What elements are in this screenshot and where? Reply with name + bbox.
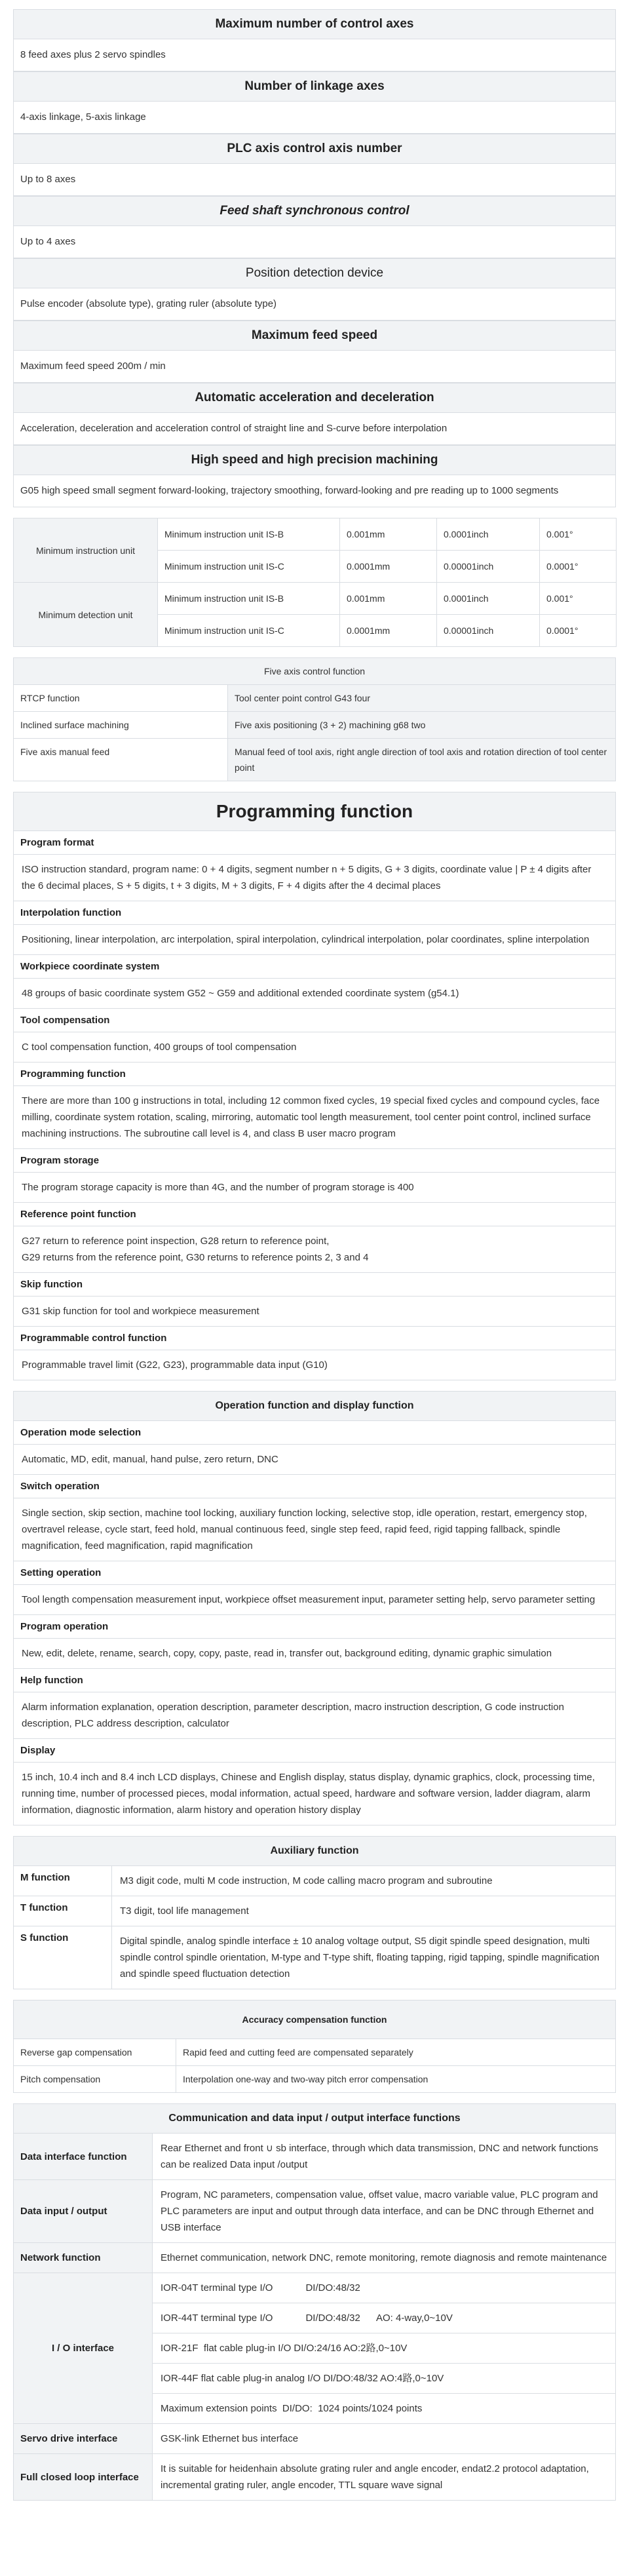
table-row (14, 518, 617, 551)
table-row (14, 1226, 616, 1273)
io-row: Maximum extension points DI/DO: 1024 points/1024 points (153, 2394, 616, 2424)
row-label: Data input / output (14, 2180, 153, 2243)
table-row (14, 1561, 616, 1585)
table-row (14, 2134, 616, 2180)
table-row (14, 831, 616, 855)
row-label: Inclined surface machining (14, 712, 228, 739)
row-value: Rapid feed and cutting feed are compensated separately (176, 2039, 616, 2066)
five-axis-table (13, 657, 616, 781)
row-label: T function (14, 1896, 112, 1926)
item-text: Programmable travel limit (G22, G23), programmable data input (G10) (22, 1359, 328, 1371)
item-label: Tool compensation (14, 1009, 616, 1032)
section-title: PLC axis control axis number (14, 134, 616, 164)
row-label: Servo drive interface (14, 2424, 153, 2454)
unit-cell: 0.0001inch (437, 518, 540, 551)
table-row (14, 1032, 616, 1063)
item-label: Program operation (14, 1615, 616, 1639)
table-row (14, 1445, 616, 1475)
row-value: GSK-link Ethernet bus interface (153, 2424, 616, 2454)
row-value: Interpolation one-way and two-way pitch error compensation (176, 2066, 616, 2093)
table-row (14, 739, 616, 781)
table-row (14, 955, 616, 979)
row-value: Digital spindle, analog spindle interface ± 10 analog voltage output, S5 digit spindle speed designation, multi spindle control spindle orientation, M-type and T-type shift, floating tapping, rigid tapping, spindle magnification and spindle speed fluctuation detection (112, 1926, 616, 1989)
unit-cell: Minimum instruction unit IS-C (158, 615, 340, 647)
communication-title: Communication and data input / output interface functions (14, 2104, 616, 2134)
table-row (14, 1615, 616, 1639)
unit-cell: Minimum instruction unit IS-B (158, 583, 340, 615)
table-row (14, 1327, 616, 1350)
table-row (14, 1086, 616, 1149)
item-text: Automatic, MD, edit, manual, hand pulse, zero return, DNC (22, 1454, 278, 1465)
section-text: 8 feed axes plus 2 servo spindles (14, 39, 616, 71)
unit-cell: 0.0001° (540, 551, 617, 583)
section-title: High speed and high precision machining (14, 446, 616, 475)
unit-cell: 0.001mm (340, 583, 437, 615)
table-row (14, 1498, 616, 1561)
table-row (14, 685, 616, 712)
table-row (14, 1639, 616, 1669)
row-value: Program, NC parameters, compensation value, offset value, macro variable value, PLC program and PLC parameters are input and output through data interface, and can be DNC through Ethernet and USB interface (153, 2180, 616, 2243)
item-text: New, edit, delete, rename, search, copy, copy, paste, read in, transfer out, background editing, dynamic graphic simulation (22, 1648, 552, 1659)
table-row (14, 2454, 616, 2501)
table-row (14, 901, 616, 925)
row-value: M3 digit code, multi M code instruction, M code calling macro program and subroutine (112, 1866, 616, 1896)
row-label: M function (14, 1866, 112, 1896)
item-label: Program format (14, 831, 616, 855)
section-title: Maximum number of control axes (14, 10, 616, 39)
table-row (14, 979, 616, 1009)
item-text: G29 returns from the reference point, G30 returns to reference points 2, 3 and 4 (22, 1252, 369, 1263)
section-text: 4-axis linkage, 5-axis linkage (14, 102, 616, 134)
item-text: Positioning, linear interpolation, arc interpolation, spiral interpolation, cylindrical interpolation, polar coordinates, spline interpolation (22, 934, 590, 945)
section-title: Maximum feed speed (14, 321, 616, 351)
operation-title: Operation function and display function (14, 1392, 616, 1421)
section-text: Pulse encoder (absolute type), grating ruler (absolute type) (14, 288, 616, 321)
item-label: Display (14, 1739, 616, 1763)
row-label: Network function (14, 2243, 153, 2273)
table-row (14, 2066, 616, 2093)
row-label: RTCP function (14, 685, 228, 712)
row-label: Reverse gap compensation (14, 2039, 176, 2066)
unit-cell: Minimum instruction unit IS-C (158, 551, 340, 583)
spec-section (13, 134, 616, 196)
io-row: IOR-21F flat cable plug-in I/O DI/O:24/16 AO:2路,0~10V (153, 2333, 616, 2364)
table-row (14, 1866, 616, 1896)
item-text: Alarm information explanation, operation description, parameter description, macro instruction description, G code instruction description, PLC address description, calculator (22, 1702, 564, 1729)
unit-cell: 0.001° (540, 518, 617, 551)
item-text: 48 groups of basic coordinate system G52 ~ G59 and additional extended coordinate system (g54.1) (22, 988, 459, 999)
io-interface-label: I / O interface (14, 2273, 153, 2424)
section-text: G05 high speed small segment forward-looking, trajectory smoothing, forward-looking and pre reading up to 1000 segments (14, 475, 616, 507)
table-row (14, 1692, 616, 1739)
table-row (14, 2180, 616, 2243)
table-row (14, 2243, 616, 2273)
table-row (14, 1203, 616, 1226)
item-text: G31 skip function for tool and workpiece measurement (22, 1306, 259, 1317)
row-label: Pitch compensation (14, 2066, 176, 2093)
unit-cell: 0.00001inch (437, 615, 540, 647)
section-text: Up to 8 axes (14, 164, 616, 196)
table-row (14, 1063, 616, 1086)
five-axis-title: Five axis control function (14, 658, 616, 685)
section-text: Maximum feed speed 200m / min (14, 351, 616, 383)
table-row (14, 1926, 616, 1989)
table-row (14, 1896, 616, 1926)
item-text: C tool compensation function, 400 groups of tool compensation (22, 1042, 297, 1053)
unit-cell: 0.0001° (540, 615, 617, 647)
spec-page (13, 0, 616, 2501)
row-value: Ethernet communication, network DNC, remote monitoring, remote diagnosis and remote maintenance (153, 2243, 616, 2273)
unit-cell: Minimum instruction unit IS-B (158, 518, 340, 551)
item-label: Workpiece coordinate system (14, 955, 616, 979)
unit-cell: 0.0001mm (340, 551, 437, 583)
item-text: The program storage capacity is more than 4G, and the number of program storage is 400 (22, 1182, 414, 1193)
row-value: Five axis positioning (3 + 2) machining g68 two (228, 712, 616, 739)
table-row (14, 1421, 616, 1445)
row-value: Manual feed of tool axis, right angle direction of tool axis and rotation direction of tool center point (228, 739, 616, 781)
auxiliary-title: Auxiliary function (14, 1837, 616, 1866)
table-row (14, 1009, 616, 1032)
item-label: Switch operation (14, 1475, 616, 1498)
table-row (14, 1475, 616, 1498)
item-label: Program storage (14, 1149, 616, 1173)
table-row (14, 1585, 616, 1615)
section-title: Number of linkage axes (14, 72, 616, 102)
spec-section (13, 9, 616, 71)
item-text: ISO instruction standard, program name: 0 + 4 digits, segment number n + 5 digits, G + 3 digits, coordinate value | P ± 4 digits after the 6 decimal places, S + 5 digits, t + 3 digits, M + 3 digits, F + 4 digits after the 4 decimal places (22, 864, 592, 891)
section-text: Acceleration, deceleration and acceleration control of straight line and S-curve before interpolation (14, 413, 616, 445)
item-text: 15 inch, 10.4 inch and 8.4 inch LCD displays, Chinese and English display, status display, dynamic graphics, clock, processing time, running time, number of processed pieces, modal information, actual speed, hardware and software version, ladder diagram, alarm information, diagnostic information, alarm history and operation history display (22, 1772, 595, 1816)
auxiliary-table (13, 1836, 616, 1989)
item-text: Single section, skip section, machine tool locking, auxiliary function locking, selective stop, idle operation, restart, emergency stop, overtravel release, cycle start, feed hold, manual continuous feed, single step feed, rapid feed, rigid tapping fallback, spindle magnification, feed magnification, rapid magnification (22, 1508, 587, 1551)
min-detection-label: Minimum detection unit (14, 583, 158, 647)
row-value: Rear Ethernet and front ∪ sb interface, through which data transmission, DNC and network functions can be realized Data input /output (153, 2134, 616, 2180)
table-row (14, 2039, 616, 2066)
unit-cell: 0.0001mm (340, 615, 437, 647)
item-label: Interpolation function (14, 901, 616, 925)
section-title: Automatic acceleration and deceleration (14, 383, 616, 413)
row-value: It is suitable for heidenhain absolute grating ruler and angle encoder, endat2.2 protocol adaptation, incremental grating ruler, angle encoder, TTL square wave signal (153, 2454, 616, 2501)
spec-section (13, 321, 616, 383)
min-instruction-label: Minimum instruction unit (14, 518, 158, 583)
spec-section (13, 196, 616, 258)
item-label: Help function (14, 1669, 616, 1692)
unit-cell: 0.001° (540, 583, 617, 615)
row-value: T3 digit, tool life management (112, 1896, 616, 1926)
accuracy-table (13, 2000, 616, 2093)
section-title: Position detection device (14, 259, 616, 288)
item-label: Programming function (14, 1063, 616, 1086)
item-label: Programmable control function (14, 1327, 616, 1350)
unit-cell: 0.0001inch (437, 583, 540, 615)
spec-section (13, 71, 616, 134)
row-label: Five axis manual feed (14, 739, 228, 781)
item-label: Setting operation (14, 1561, 616, 1585)
table-row (14, 1173, 616, 1203)
item-label: Operation mode selection (14, 1421, 616, 1445)
row-label: Data interface function (14, 2134, 153, 2180)
row-value: Tool center point control G43 four (228, 685, 616, 712)
table-row (14, 712, 616, 739)
table-row (14, 1739, 616, 1763)
operation-table (13, 1391, 616, 1825)
communication-table (13, 2103, 616, 2501)
io-row: IOR-44F flat cable plug-in analog I/O DI/DO:48/32 AO:4路,0~10V (153, 2364, 616, 2394)
item-text: G27 return to reference point inspection, G28 return to reference point, (22, 1236, 330, 1247)
table-row (14, 1149, 616, 1173)
table-row (14, 583, 617, 615)
unit-table (13, 518, 617, 647)
item-label: Reference point function (14, 1203, 616, 1226)
spec-section (13, 383, 616, 445)
basic-specs (13, 9, 616, 507)
io-row: IOR-44T terminal type I/O DI/DO:48/32 AO: 4-way,0~10V (153, 2303, 616, 2333)
table-row (14, 1297, 616, 1327)
unit-cell: 0.00001inch (437, 551, 540, 583)
programming-table (13, 792, 616, 1380)
row-label: Full closed loop interface (14, 2454, 153, 2501)
table-row (14, 2424, 616, 2454)
spec-section (13, 445, 616, 507)
accuracy-title: Accuracy compensation function (14, 2000, 616, 2039)
table-row (14, 1350, 616, 1380)
table-row (14, 1763, 616, 1825)
table-row (14, 1273, 616, 1297)
item-text: Tool length compensation measurement input, workpiece offset measurement input, parameter setting help, servo parameter setting (22, 1594, 596, 1605)
table-row (14, 1669, 616, 1692)
row-label: S function (14, 1926, 112, 1989)
table-row (14, 2273, 616, 2303)
io-row: IOR-04T terminal type I/O DI/DO:48/32 (153, 2273, 616, 2303)
table-row (14, 925, 616, 955)
section-text: Up to 4 axes (14, 226, 616, 258)
table-row (14, 855, 616, 901)
programming-title: Programming function (14, 792, 616, 831)
unit-cell: 0.001mm (340, 518, 437, 551)
spec-section (13, 258, 616, 321)
section-title: Feed shaft synchronous control (14, 197, 616, 226)
item-text: There are more than 100 g instructions in total, including 12 common fixed cycles, 19 special fixed cycles and compound cycles, face milling, coordinate system rotation, scaling, mirroring, automatic tool length measurement, tool center point control, inclined surface machining instructions. The subroutine call level is 4, and class B user macro program (22, 1095, 600, 1139)
item-label: Skip function (14, 1273, 616, 1297)
